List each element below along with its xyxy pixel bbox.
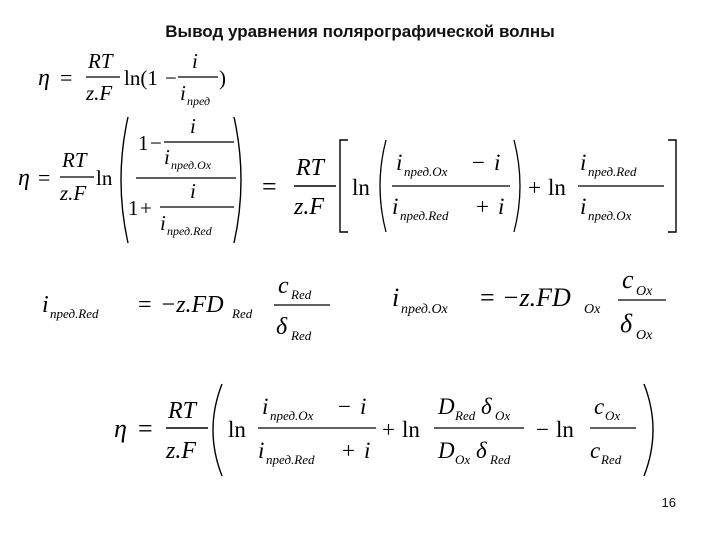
eq3-sub-pred-ox: пред.Ox [404, 164, 448, 179]
eq1-zf: z.F [86, 81, 113, 105]
eq6-plus: + [342, 438, 355, 463]
eq3-i-pred-ox: i [396, 150, 403, 175]
eq2-one-b: 1 [128, 196, 139, 220]
eq6-sub-delta-red: Red [490, 452, 511, 467]
eq2-big-right-paren [234, 117, 241, 243]
eq1-ln-open: ln(1 [124, 66, 158, 90]
eq5-delta: δ [620, 309, 633, 338]
eq3-plus-2: + [528, 175, 541, 200]
page-number: 16 [661, 495, 676, 510]
eq6-i-num: i [360, 394, 367, 419]
eq1-i-den: i [180, 81, 186, 105]
eq1-close-paren: ) [219, 66, 226, 90]
eq3-left-bracket [340, 140, 348, 232]
slide-title: Вывод уравнения полярографической волны [165, 22, 555, 41]
eq3-i-pred-ox-2: i [580, 194, 587, 219]
equation-2 [18, 114, 241, 243]
eq1-rt: RT [88, 49, 113, 73]
eq6-rt: RT [168, 398, 197, 424]
eq5-sub-c-ox: Ox [636, 284, 653, 299]
eq5-zfd: −z.FD [502, 283, 571, 312]
eq6-i-pred-red: i [258, 438, 265, 463]
eq6-i-den: i [364, 438, 371, 463]
eq4-sub-pred-red: пред.Red [50, 306, 99, 321]
eq6-eta: η [114, 414, 127, 443]
eq3-minus: − [472, 150, 485, 175]
eq6-d-ox: D [438, 438, 455, 463]
eq6-d-red: D [438, 394, 455, 419]
eq2-sub-pred-ox: пред.Ox [171, 158, 212, 172]
eq3-right-paren [514, 140, 520, 232]
eq3-i-den: i [498, 194, 505, 219]
eq6-sub-d-red: Red [455, 408, 476, 423]
eq6-sub-d-ox: Ox [455, 452, 471, 467]
eq4-equals: = [138, 292, 152, 318]
eq3-left-paren [380, 140, 386, 232]
eq2-sub-pred-red: пред.Red [167, 224, 212, 238]
eq6-plus-2: + [382, 417, 395, 442]
eq2-i-b: i [190, 179, 196, 203]
eq6-delta-ox: δ [481, 394, 492, 419]
eq6-c-ox: c [594, 394, 605, 419]
eq6-i-pred-ox: i [262, 394, 269, 419]
eq1-i-num: i [192, 49, 198, 73]
eq6-zf: z.F [166, 438, 196, 464]
eq4-sub-delta-red: Red [291, 328, 312, 343]
eq2-minus: − [150, 131, 162, 155]
eq1-minus: − [165, 66, 177, 90]
eq1-eta: η [38, 65, 50, 91]
eq4-c: c [278, 273, 289, 299]
eq4-sub-red: Red [232, 306, 253, 321]
equation-3 [262, 140, 676, 232]
eq6-delta-red: δ [476, 438, 487, 463]
eq3-i-pred-red: i [392, 194, 399, 219]
eq3-equals: = [262, 172, 277, 201]
eq6-c-red: c [590, 438, 601, 463]
eq3-plus: + [476, 194, 489, 219]
equation-5 [392, 265, 666, 343]
eq6-minus-2: − [536, 417, 549, 442]
eq2-ln: ln [96, 166, 113, 190]
equation-6 [114, 384, 653, 476]
eq6-sub-c-red: Red [601, 452, 622, 467]
eq6-sub-pred-ox: пред.Ox [270, 408, 314, 423]
eq4-i: i [42, 292, 49, 318]
equation-4 [42, 273, 330, 343]
eq4-delta: δ [276, 314, 288, 340]
eq3-sub-pred-ox-2: пред.Ox [588, 208, 632, 223]
eq6-sub-pred-red: пред.Red [266, 452, 315, 467]
eq3-i-num: i [494, 150, 501, 175]
eq6-sub-delta-ox: Ox [495, 408, 511, 423]
eq5-c: c [622, 265, 634, 294]
eq3-sub-pred-red: пред.Red [400, 208, 449, 223]
eq6-ln-b: ln [402, 417, 420, 442]
eq2-one-a: 1 [138, 131, 149, 155]
eq6-minus: − [338, 394, 351, 419]
eq1-equals: = [60, 65, 73, 90]
eq6-sub-c-ox: Ox [605, 408, 621, 423]
eq1-sub-pred: пред [187, 94, 211, 108]
equation-1 [38, 49, 226, 108]
eq3-i-pred-red-2: i [580, 150, 587, 175]
eq3-right-bracket [668, 140, 676, 232]
eq6-ln-a: ln [228, 417, 246, 442]
eq2-i-pred-red: i [160, 211, 166, 235]
eq5-i: i [392, 283, 400, 312]
eq4-sub-c-red: Red [291, 287, 312, 302]
eq6-big-left-paren [213, 384, 222, 476]
eq6-ln-c: ln [556, 417, 574, 442]
eq2-i-a: i [190, 114, 196, 138]
eq3-zf: z.F [294, 194, 324, 220]
eq3-rt: RT [296, 155, 325, 181]
eq5-sub-pred-ox: пред.Ox [401, 302, 448, 317]
eq2-plus: + [140, 196, 152, 220]
eq5-equals: = [480, 283, 495, 312]
eq2-zf: z.F [60, 181, 87, 205]
eq2-equals: = [38, 165, 51, 190]
eq3-ln-a: ln [352, 175, 370, 200]
eq3-sub-pred-red-2: пред.Red [588, 164, 637, 179]
eq6-big-right-paren [644, 384, 653, 476]
eq2-i-pred-ox: i [164, 145, 170, 169]
eq2-big-left-paren [121, 117, 128, 243]
eq5-sub-ox: Ox [584, 302, 601, 317]
eq3-ln-b: ln [548, 175, 566, 200]
eq2-rt: RT [62, 148, 87, 172]
eq5-sub-delta-ox: Ox [636, 328, 653, 343]
eq6-equals: = [138, 414, 153, 443]
eq2-eta: η [18, 165, 30, 191]
eq4-zfd: −z.FD [160, 292, 224, 318]
